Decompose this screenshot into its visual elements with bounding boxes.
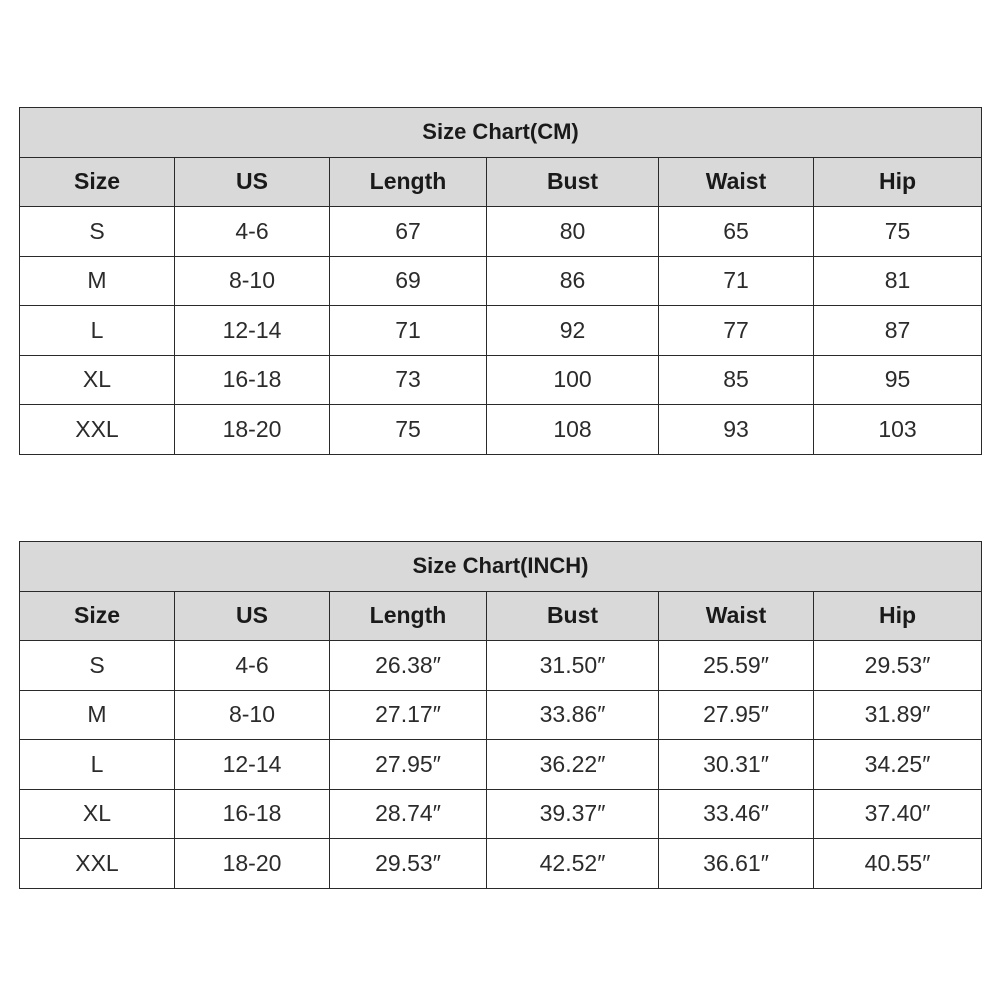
column-header-bust: Bust xyxy=(487,591,659,641)
table-row xyxy=(20,839,982,889)
cell-hip: 34.25″ xyxy=(814,740,982,790)
table-title: Size Chart(INCH) xyxy=(20,542,982,592)
table-row xyxy=(20,740,982,790)
cell-length: 71 xyxy=(330,306,487,356)
cell-us: 16-18 xyxy=(175,789,330,839)
column-header-hip: Hip xyxy=(814,591,982,641)
table-title-row xyxy=(20,542,982,592)
table-row xyxy=(20,789,982,839)
column-header-length: Length xyxy=(330,591,487,641)
cell-hip: 87 xyxy=(814,306,982,356)
table-row xyxy=(20,355,982,405)
cell-bust: 39.37″ xyxy=(487,789,659,839)
cell-bust: 33.86″ xyxy=(487,690,659,740)
table-row xyxy=(20,207,982,257)
table-row xyxy=(20,306,982,356)
table-row xyxy=(20,256,982,306)
cell-size: M xyxy=(20,690,175,740)
table-row xyxy=(20,405,982,455)
cell-bust: 92 xyxy=(487,306,659,356)
cell-us: 18-20 xyxy=(175,839,330,889)
cell-bust: 80 xyxy=(487,207,659,257)
cell-size: L xyxy=(20,740,175,790)
cell-length: 26.38″ xyxy=(330,641,487,691)
table-row xyxy=(20,641,982,691)
cell-bust: 31.50″ xyxy=(487,641,659,691)
cell-waist: 93 xyxy=(659,405,814,455)
column-header-bust: Bust xyxy=(487,157,659,207)
cell-size: XL xyxy=(20,789,175,839)
cell-bust: 42.52″ xyxy=(487,839,659,889)
cell-hip: 81 xyxy=(814,256,982,306)
table-title: Size Chart(CM) xyxy=(20,108,982,158)
cell-hip: 75 xyxy=(814,207,982,257)
cell-size: XXL xyxy=(20,839,175,889)
column-header-waist: Waist xyxy=(659,157,814,207)
size-chart-cm-table xyxy=(19,107,982,455)
cell-hip: 37.40″ xyxy=(814,789,982,839)
cell-bust: 36.22″ xyxy=(487,740,659,790)
size-chart-inch-table xyxy=(19,541,982,889)
cell-us: 18-20 xyxy=(175,405,330,455)
cell-waist: 25.59″ xyxy=(659,641,814,691)
cell-bust: 86 xyxy=(487,256,659,306)
cell-us: 12-14 xyxy=(175,306,330,356)
cell-length: 67 xyxy=(330,207,487,257)
cell-waist: 30.31″ xyxy=(659,740,814,790)
cell-hip: 95 xyxy=(814,355,982,405)
cell-size: L xyxy=(20,306,175,356)
column-header-hip: Hip xyxy=(814,157,982,207)
cell-hip: 40.55″ xyxy=(814,839,982,889)
cell-length: 75 xyxy=(330,405,487,455)
cell-us: 16-18 xyxy=(175,355,330,405)
table-row xyxy=(20,690,982,740)
cell-length: 27.95″ xyxy=(330,740,487,790)
column-header-us: US xyxy=(175,591,330,641)
cell-waist: 71 xyxy=(659,256,814,306)
cell-size: S xyxy=(20,207,175,257)
cell-waist: 27.95″ xyxy=(659,690,814,740)
cell-us: 8-10 xyxy=(175,690,330,740)
cell-length: 29.53″ xyxy=(330,839,487,889)
cell-waist: 85 xyxy=(659,355,814,405)
cell-us: 8-10 xyxy=(175,256,330,306)
cell-waist: 36.61″ xyxy=(659,839,814,889)
cell-waist: 65 xyxy=(659,207,814,257)
cell-hip: 31.89″ xyxy=(814,690,982,740)
cell-size: S xyxy=(20,641,175,691)
cell-us: 4-6 xyxy=(175,641,330,691)
cell-size: XL xyxy=(20,355,175,405)
cell-us: 4-6 xyxy=(175,207,330,257)
cell-length: 69 xyxy=(330,256,487,306)
column-header-length: Length xyxy=(330,157,487,207)
cell-hip: 29.53″ xyxy=(814,641,982,691)
cell-length: 73 xyxy=(330,355,487,405)
column-header-us: US xyxy=(175,157,330,207)
cell-length: 28.74″ xyxy=(330,789,487,839)
cell-hip: 103 xyxy=(814,405,982,455)
table-header-row xyxy=(20,157,982,207)
cell-bust: 108 xyxy=(487,405,659,455)
cell-length: 27.17″ xyxy=(330,690,487,740)
table-title-row xyxy=(20,108,982,158)
column-header-waist: Waist xyxy=(659,591,814,641)
cell-size: XXL xyxy=(20,405,175,455)
cell-bust: 100 xyxy=(487,355,659,405)
column-header-size: Size xyxy=(20,591,175,641)
cell-waist: 77 xyxy=(659,306,814,356)
table-header-row xyxy=(20,591,982,641)
cell-size: M xyxy=(20,256,175,306)
cell-waist: 33.46″ xyxy=(659,789,814,839)
column-header-size: Size xyxy=(20,157,175,207)
cell-us: 12-14 xyxy=(175,740,330,790)
